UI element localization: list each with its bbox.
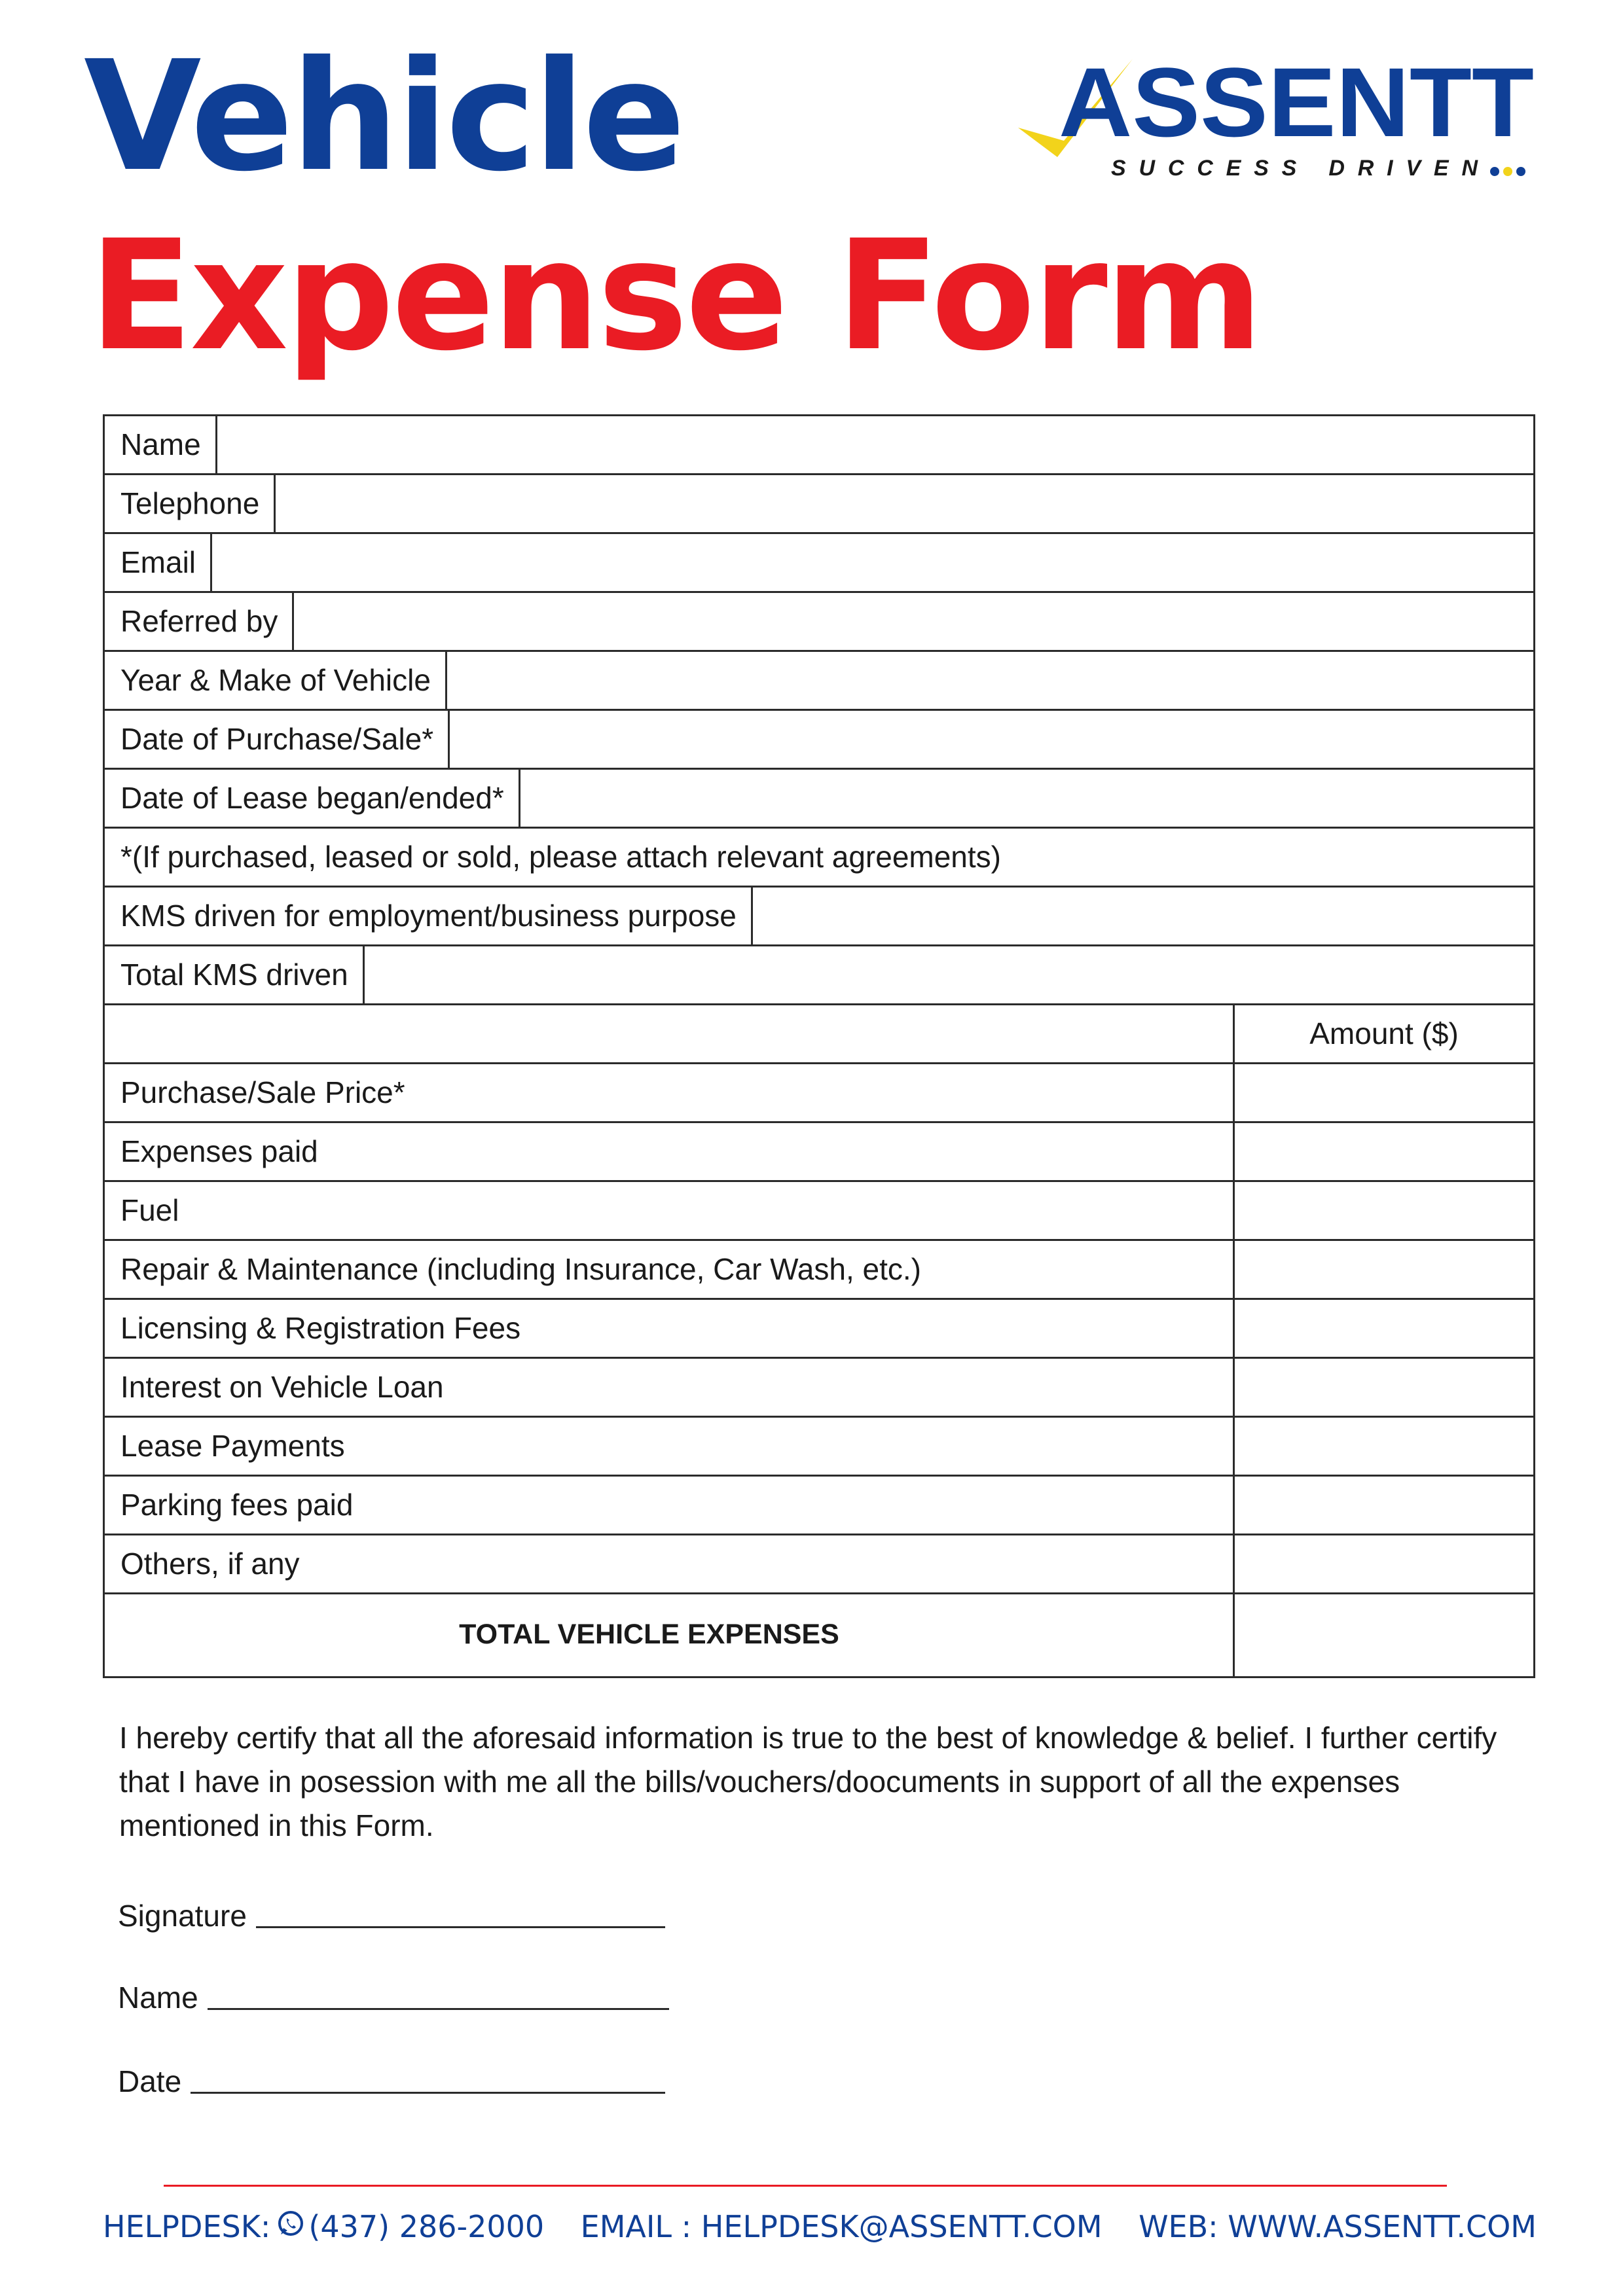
helpdesk-phone[interactable]: (437) 286-2000 [308, 2209, 545, 2244]
certification-text: I hereby certify that all the aforesaid information is true to the best of knowledge & belief. I further certify that I have in posession with me all the bills/vouchers/doocuments in support of all the expenses mentioned in this Form. [119, 1721, 1497, 1842]
date-label: Date [118, 2064, 182, 2098]
amount-input[interactable] [1235, 1418, 1533, 1475]
amount-input[interactable] [1235, 1535, 1533, 1592]
website-link[interactable]: WEB: WWW.ASSENTT.COM [1139, 2209, 1537, 2244]
year-make-input[interactable] [447, 652, 1533, 709]
logo-dot-icon [1516, 167, 1525, 176]
total-kms-input[interactable] [365, 946, 1533, 1003]
expense-label: Lease Payments [105, 1418, 1235, 1475]
expense-row [105, 1064, 1533, 1123]
total-amount-input[interactable] [1235, 1594, 1533, 1676]
amount-input[interactable] [1235, 1182, 1533, 1239]
total-label: TOTAL VEHICLE EXPENSES [105, 1594, 1235, 1676]
date-row [118, 2064, 665, 2099]
lease-date-input[interactable] [520, 770, 1533, 827]
referred-by-input[interactable] [294, 593, 1533, 650]
name-label: Name [118, 1981, 198, 2015]
expense-row [105, 1182, 1533, 1241]
name-input[interactable] [217, 416, 1533, 473]
expense-row [105, 1535, 1533, 1594]
amount-input[interactable] [1235, 1064, 1533, 1121]
field-row-note [105, 829, 1533, 888]
amount-input[interactable] [1235, 1300, 1533, 1357]
field-row-total-kms [105, 946, 1533, 1005]
purchase-date-input[interactable] [450, 711, 1533, 768]
logo-dot-icon [1503, 167, 1512, 176]
field-label: Email [105, 534, 212, 591]
date-field[interactable] [191, 2066, 665, 2094]
expense-row [105, 1418, 1533, 1477]
telephone-input[interactable] [276, 475, 1533, 532]
helpdesk-email[interactable]: EMAIL : HELPDESK@ASSENTT.COM [580, 2209, 1103, 2244]
field-label: KMS driven for employment/business purpose [105, 888, 753, 944]
business-kms-input[interactable] [753, 888, 1533, 944]
signature-row [118, 1898, 665, 1933]
logo-wordmark: ASSENTT [1059, 59, 1534, 157]
email-input[interactable] [212, 534, 1533, 591]
signature-field[interactable] [256, 1900, 665, 1928]
footer [103, 2209, 1537, 2244]
amount-input[interactable] [1235, 1477, 1533, 1534]
name-field[interactable] [208, 1982, 669, 2010]
field-label: Total KMS driven [105, 946, 365, 1003]
field-row-referred-by [105, 593, 1533, 652]
field-label: Date of Purchase/Sale* [105, 711, 450, 768]
expense-form-table [103, 414, 1535, 1678]
helpdesk-contact [103, 2209, 544, 2244]
helpdesk-label: HELPDESK: [103, 2209, 271, 2244]
expense-row [105, 1477, 1533, 1535]
amount-input[interactable] [1235, 1241, 1533, 1298]
expense-label: Fuel [105, 1182, 1235, 1239]
field-row-email [105, 534, 1533, 593]
footer-divider [164, 2185, 1447, 2187]
expense-label: Others, if any [105, 1535, 1235, 1592]
field-label: Telephone [105, 475, 276, 532]
field-label: Date of Lease began/ended* [105, 770, 520, 827]
attachment-note: *(If purchased, leased or sold, please attach relevant agreements) [120, 840, 1001, 874]
amount-header-row [105, 1005, 1533, 1064]
amount-input[interactable] [1235, 1123, 1533, 1180]
field-label: Name [105, 416, 217, 473]
amount-input[interactable] [1235, 1359, 1533, 1416]
title-vehicle: Vehicle [84, 28, 684, 205]
expense-header-blank [105, 1005, 1235, 1062]
field-row-lease-date [105, 770, 1533, 829]
expense-label: Licensing & Registration Fees [105, 1300, 1235, 1357]
expense-label: Parking fees paid [105, 1477, 1235, 1534]
expense-row [105, 1123, 1533, 1182]
title-expense-form: Expense Form [89, 207, 1261, 384]
field-row-telephone [105, 475, 1533, 534]
expense-label: Expenses paid [105, 1123, 1235, 1180]
logo-tagline: SUCCESS DRIVEN [1111, 156, 1478, 181]
name-row [118, 1980, 669, 2015]
expense-label: Interest on Vehicle Loan [105, 1359, 1235, 1416]
expense-row [105, 1359, 1533, 1418]
field-row-business-kms [105, 888, 1533, 946]
expense-row [105, 1300, 1533, 1359]
field-label: Referred by [105, 593, 294, 650]
field-row-year-make [105, 652, 1533, 711]
expense-label: Repair & Maintenance (including Insurance, Car Wash, etc.) [105, 1241, 1235, 1298]
field-row-purchase-date [105, 711, 1533, 770]
whatsapp-icon [277, 2209, 304, 2244]
total-row [105, 1594, 1533, 1676]
signature-label: Signature [118, 1899, 247, 1933]
logo-dot-icon [1490, 167, 1499, 176]
expense-row [105, 1241, 1533, 1300]
amount-header: Amount ($) [1309, 1016, 1459, 1050]
field-row-name [105, 416, 1533, 475]
expense-label: Purchase/Sale Price* [105, 1064, 1235, 1121]
assentt-logo [1018, 59, 1535, 190]
field-label: Year & Make of Vehicle [105, 652, 447, 709]
